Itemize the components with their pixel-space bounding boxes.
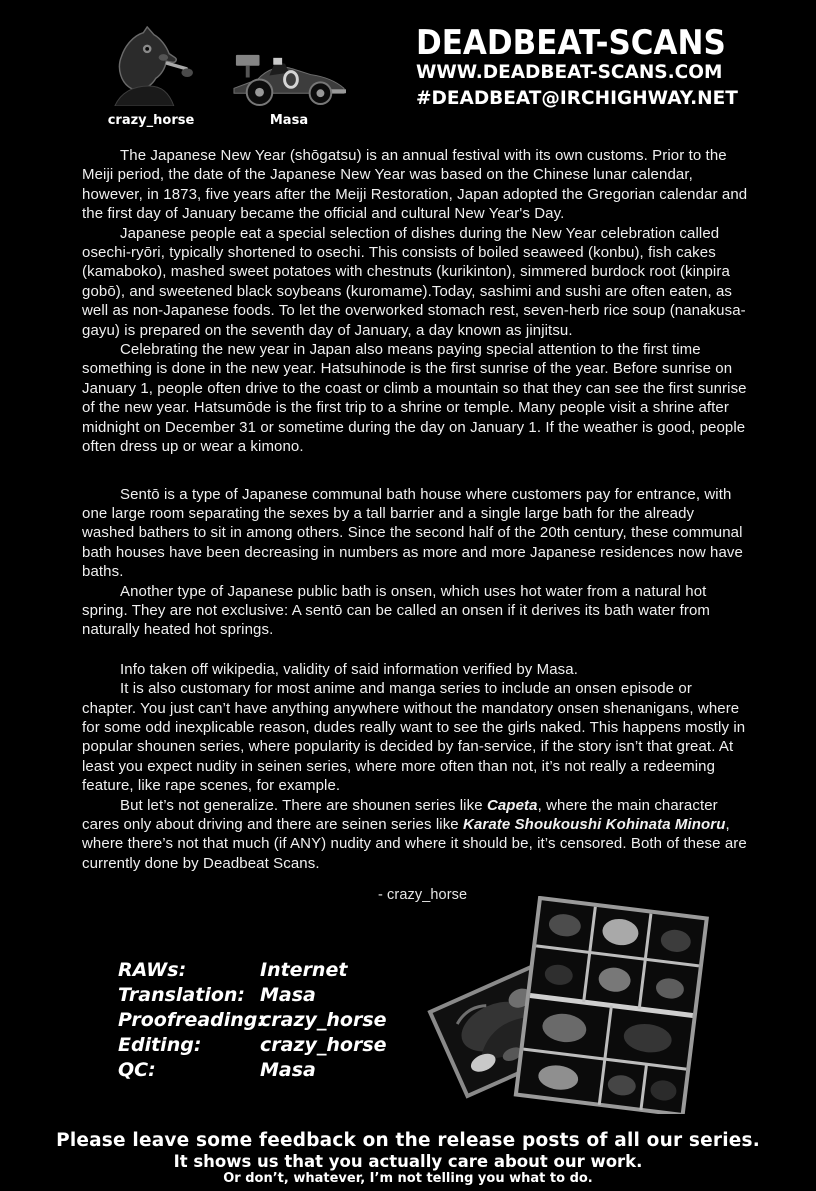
osechi-boxes-image [424, 896, 724, 1119]
mascot-crazy-horse [98, 26, 204, 128]
paragraph-series [82, 796, 750, 874]
credit-value: crazy_horse [260, 1034, 387, 1056]
credit-role: Proofreading: [118, 1009, 265, 1031]
paragraph-onsen-episodes: It is also customary for most anime and manga series to include an onsen episode or chapter. You just can’t have anything anywhere without the mandatory onsen shenanigans, where for some odd inexplicable reason, dudes really want to see the girls naked. This happens mostly in popular shounen series, where popularity is decided by fan-service, if the story isn’t that great. At least you expect nudity in seinen series, where more often than not, it’s not really a redeeming feature, like rape scenes, for example. [82, 680, 746, 795]
mascot-label: crazy_horse [107, 113, 195, 128]
header-mascots [98, 26, 348, 128]
article [82, 146, 750, 906]
series-text: , where there’s not that much (if ANY) nudity and where it should be, it’s censored. Both of these are currently done by Deadbeat Scans. [82, 816, 747, 872]
paragraph-wikipedia-note: Info taken off wikipedia, validity of said information verified by Masa. [120, 660, 578, 678]
paragraph-sento: Sentō is a type of Japanese communal bath house where customers pay for entrance, with one large room separating the sexes by a tall barrier and a single large bath for the already washed bathers to sit in among others. Since the second half of the 20th century, these communal bath houses have been decreasing in numbers as more and more Japanese residences now have baths. [82, 485, 743, 581]
site-url: WWW.DEADBEAT-SCANS.COM [416, 62, 723, 83]
f1-car-icon [230, 49, 348, 111]
brand-block [416, 24, 738, 112]
credits-list [118, 960, 387, 1081]
footer-care-line: It shows us that you actually care about our work. [173, 1152, 643, 1171]
series-text: , where the main character cares only about driving and there are seinen series like [82, 796, 718, 833]
series-title-capeta: Capeta [486, 796, 538, 814]
credit-role: Translation: [118, 984, 246, 1006]
credit-role: QC: [118, 1059, 156, 1081]
credit-role: RAWs: [118, 959, 187, 981]
mascot-masa [230, 49, 348, 128]
paragraph-hatsuhinode: Celebrating the new year in Japan also means paying special attention to the first time something is done in the new year. Hatsuhinode is the first sunrise of the year. Before sunrise on January 1, people often drive to the coast or climb a mountain so that they can see the first sunrise of the new year. Hatsumōde is the first trip to a shrine or temple. Many people visit a shrine after midnight on December 31 or sometime during the day on January 1. If the weather is good, people often dress up or wear a kimono. [82, 341, 747, 456]
credit-value: crazy_horse [260, 1009, 387, 1031]
footer [0, 1130, 816, 1187]
credit-role: Editing: [118, 1034, 202, 1056]
credit-value: Internet [260, 959, 348, 981]
mascot-label: Masa [269, 113, 309, 128]
footer-joke-line: Or don’t, whatever, I’m not telling you what to do. [223, 1171, 593, 1186]
series-title-kohinata-minoru: Karate Shoukoushi Kohinata Minoru [463, 816, 726, 833]
credit-value: Masa [260, 1059, 316, 1081]
paragraph-onsen: Another type of Japanese public bath is onsen, which uses hot water from a natural hot spring. They are not exclusive: A sentō can be called an onsen if it derives its bath water from naturally heated hot springs. [82, 582, 710, 639]
series-text: But let’s not generalize. There are shounen series like [120, 796, 487, 814]
credit-value: Masa [260, 984, 316, 1006]
site-title: DEADBEAT-SCANS [416, 24, 726, 63]
paragraph-new-year: The Japanese New Year (shōgatsu) is an annual festival with its own customs. Prior to the Meiji period, the date of the Japanese New Year was based on the Chinese lunar calendar, however, in 1873, five years after the Meiji Restoration, Japan adopted the Gregorian calendar and the first day of January became the official and cultural New Year's Day. [82, 147, 748, 223]
horse-mask-icon [98, 26, 204, 111]
author-signature: - crazy_horse [378, 887, 468, 904]
paragraph-osechi: Japanese people eat a special selection of dishes during the New Year celebration called osechi-ryōri, typically shortened to osechi. This consists of boiled seaweed (konbu), fish cakes (kamaboko), mashed sweet potatoes with chestnuts (kurikinton), simmered burdock root (kinpira gobō), and sweetened black soybeans (kuromame).Today, sashimi and sushi are often eaten, as well as non-Japanese foods. To let the overworked stomach rest, seven-herb rice soup (nanakusa-gayu) is prepared on the seventh day of January, a day known as jinjitsu. [82, 224, 746, 339]
footer-feedback-line: Please leave some feedback on the release posts of all our series. [56, 1130, 760, 1151]
irc-channel: #DEADBEAT@IRCHIGHWAY.NET [416, 88, 738, 109]
